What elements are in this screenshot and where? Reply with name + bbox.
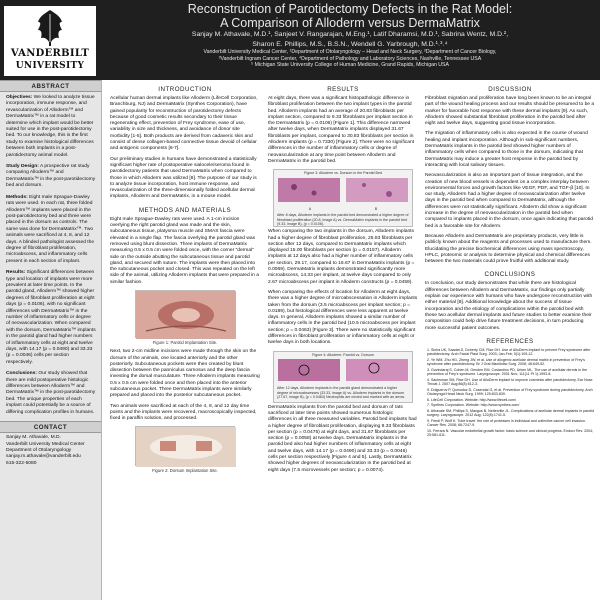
methods-heading: METHODS AND MATERIALS	[138, 206, 232, 214]
abstract-conclusions	[6, 371, 96, 416]
reference-item: 3. Govindaraj S, Cohen M, Genden EM, Costantino PD, Urken ML. The use of acellular dermis in the prevention of Frey's syndrome. Laryngoscope. 2001 Nov; 111(11 Pt 1):1993-8.	[427, 367, 588, 377]
methods-paragraph-2: Next, two 2-cm midline incisions were made through the skin on the dorsum of the animals, one located anteriorly and the other posteriorly. Subcutaneous pockets were then created by blunt dissection between the panniculus carnosus and the deep fascia investing the dorsal musculature. Three Alloderm implants measuring 0.5 x 0.5 cm were folded once and then placed into the anterior subcutaneous pocket. Three DermaMatrix implants were similarly prepared and placed into the posterior subcutaneous pocket.	[110, 349, 260, 399]
discussion-paragraph-2: The migration of inflammatory cells is also expected in the course of wound healing and implant incorporation. Although in sub-significant numbers, DermaMatrix implants in the parotid bed showed higher numbers of inflammatory cells when compared to those in the dorsum, indicating that DermaMatrix may induce a greater host response in the parotid bed by interacting with local salivary tissues.	[425, 131, 588, 168]
affiliations-line3: ⁵ Michigan State University College of Human Medicine, Grand Rapids, Michigan USA	[251, 62, 449, 68]
affiliations-line1: Vanderbilt University Medical Center, ¹Department of Otolaryngology – Head and Neck Surgery, ²Department of Cancer Biology,	[203, 49, 497, 55]
authors-line1: Sanjay M. Athavale, M.D.¹, Sanjeet V. Rangarajan, M.Eng.¹, Latif Dharamsi, M.D.¹, Sabrina Wentz, M.D.²,	[191, 31, 509, 38]
objectives-label: Objectives:	[6, 95, 33, 100]
histology-images-icon	[274, 358, 412, 382]
reference-item: 6. LifeCell Corporation. Website: http://www.lifecell.com/	[427, 397, 517, 402]
oak-leaf-icon	[34, 8, 66, 48]
reference-item: 1. Sinha UK, Saadat D, Doherty CM, Rice DH. Use of AlloDerm implant to prevent Frey syndrome after parotidectomy. Arch Facial Plast Surg. 2003; Jan-Feb; 5(1):109-12.	[427, 347, 591, 357]
discussion-paragraph-4: Because Alloderm and DermaMatrix are proprietary products, very little is publicly known about the reagents and processes used to manufacture them. Elucidating the precise biochemical differences using mass spectroscopy, HPLC, proteomic or analysis to determine physical and chemical differences between the two materials could prove fruitful with additional study.	[425, 233, 592, 265]
contact-name: Sanjay M. Athavale, M.D.	[6, 435, 61, 441]
figure-3-label-a: A	[308, 206, 312, 211]
figure-3-title: Figure 3: Alloderm vs. Dorsum in the Parotid Bed	[304, 171, 382, 176]
conclusions-label: Conclusions:	[6, 371, 37, 377]
affiliations-line2: ³Vanderbilt Ingram Cancer Center, ⁴Department of Pathology and Laboratory Sciences, Nashville, Tennessee USA	[218, 55, 482, 62]
figure-4-caption: After 12 days, Alloderm implants in the parotid gland demonstrated a higher degree of microabscesses (33.33, image A) vs. Alloderm implants in the dorsum (27.67, image B), (p = 0.0463) Neutrophils are circled and marked with an arrow.	[277, 386, 405, 400]
references-heading: REFERENCES	[486, 337, 534, 345]
intro-paragraph-1: Acellular human dermal implants like Alloderm (LifeCell Corporation, Branchburg, NJ) and DermaMatrix (Synthes Corporation), have gained popularity for reconstruction of parotidectomy defects because of good cosmetic results secondary to their tissue regenerating effect, prevention of Frey syndrome, ease of use, variability in size and thickness, and avoidance of donor site morbidity [1-5]. Both products are derived from cadaveric skin and consist of dense collagen-based connective tissue devoid of cellular and antigenic components [6-7].	[110, 96, 258, 152]
logo-text-line2: UNIVERSITY	[15, 61, 85, 71]
abstract-results	[6, 270, 96, 366]
results-paragraph-2: When comparing the two implants in the dorsum, Alloderm implants had a higher degree of fibroblast proliferation, 25.83 fibroblasts per section after 12 days, compared to DermaMatrix implants which displayed 15.00 fibroblasts per section (p = 0.0157). Alloderm implants at 12 days also had a higher number of inflammatory cells per section, 29.17, compared to 16.67 in DermaMatrix implants (p = 0.0069). DermaMatrix implants demonstrated significantly more microabscess, 14.33 per implant, at twelve days compared to only 2.67 microabscess per implant in Alloderm constructs (p = 0.0459).	[268, 229, 415, 285]
contact-email[interactable]: sanjay.m.athavale@vanderbilt.edu	[6, 454, 81, 460]
figure-2-caption: Figure 2: Dorsum Implantation Site.	[152, 468, 218, 474]
discussion-heading: DISCUSSION	[488, 86, 532, 93]
abstract-methods	[6, 195, 96, 265]
reference-item: 10. Ferrara N. Vascular endothelial growth factor: basic science and clinical progress. Endocr Rev. 2004; 25:581-611.	[427, 428, 594, 438]
figure-4-title: Figure 4: Alloderm: Parotid vs. Dorsum	[312, 352, 374, 357]
contact-department: Department of Otolaryngology	[6, 447, 72, 453]
parotid-site-photo-icon	[136, 291, 236, 339]
figure-4	[273, 351, 413, 403]
results-text: Significant differences between type and location of implants were more prevalent at later time points. In the parotid gland, Alloderm™ showed higher degrees of fibroblast proliferation at eight days (p = 0.0106), with no significant differences with DermaMatrix™ in the number of inflammatory cells or degree of neovascularization. When compared with the dorsum, DermaMatrix™ implants in the parotid gland had higher numbers of inflammatory cells at eight and twelve days, with 14.17 (p = 0.0490) and 33.33 (p = 0.0046) cells per section respectively.	[6, 270, 96, 365]
intro-paragraph-2: Our preliminary studies in humans have demonstrated a statistically significant higher rate of postoperative sialocele/seroma found in parotidectomy patients that used DermaMatrix when compared to those in which Alloderm was utilized [8]. The purpose of our study is to analyze tissue incorporation, host immune response, and revascularization of the three-dimensionally folded acellular dermal implants, Alloderm and DermaMatrix, in a mouse model.	[110, 156, 257, 200]
figure-3-caption: After 8 days, Alloderm implants in the parotid bed demonstrated a higher degree of fibroblast proliferation (20.8, image A) vs. DermaMatrix implants in the parotid bed (9.33, image B), (p = 0.0106).	[277, 213, 409, 227]
figure-1-image	[135, 290, 235, 338]
methods-paragraph-3: Two animals were sacrificed at each of the 4, 8, and 12 day time points and the implants were recovered, macroscopically inspected, fixed in paraffin solution, and processed.	[110, 403, 257, 422]
reference-item: 8. Athavale SM, Phillips S, Mangus B, Netterville JL. Complications of acellular dermal implants in parotid surgery. Laryngoscope. 2012 Aug; 122(8):1741-5.	[427, 408, 594, 418]
contact-heading: CONTACT	[0, 421, 101, 433]
discussion-paragraph-1: Fibroblast migration and proliferation have long been known to be an integral part of the wound healing process and our results should be presumed to be a marker for favorable host response with these dermal implants [9]. As such, Alloderm showed substantial fibroblast proliferation in the parotid bed after eight and twelve days, suggesting good tissue incorporation.	[425, 96, 595, 127]
poster-title-line1: Reconstruction of Parotidectomy Defects in the Rat Model:	[187, 2, 513, 16]
methods-paragraph-1: Eight male Sprague-Dawley rats were used. A 1-cm incision overlying the right parotid gland was made and the skin, subcutaneous tissue, platysma muscle and SMAS fascia were elevated in a single flap. The fascia overlying the parotid gland was removed using blunt dissection. Three implants of DermaMatrix measuring 0.5 x 0.5 cm were folded once, with the corner “dermal” side on the outside abutting the subcutaneous tissue and parotid gland, and secured with suture. The implants were then placed into the subcutaneous pocket and closed. This was repeated on the left side of the animal, utilizing Alloderm implants that were prepared in a similar fashion.	[110, 216, 259, 285]
discussion-column	[425, 84, 595, 439]
figure-3-label-b: B	[374, 206, 378, 211]
abstract-heading: ABSTRACT	[0, 80, 101, 92]
reference-item: 2. Ye WM, Zhu HG, Zheng JW, et al. Use of allogenic acellular dermal matrix in prevention of Frey's syndrome after parotidectomy. Br J Oral Maxillofac Surg. 2008; 46:649-52.	[427, 357, 585, 367]
results-paragraph-3: When comparing the effects of location for Alloderm at eight days, there was a higher degree of microabscessation in Alloderm implants taken from the dorsum (3.5 microabscess per implant section; p = 0.0189), but histological differences were less apparent at twelve days. In general, Alloderm implants showed a similar number of inflammatory cells in the parotid bed (10.5 microabscess per implant section; p = 0.0463) [Figure 3]. There were no statistically significant differences in fibroblast proliferation or inflammatory cells at eight or twelve days in both locations.	[268, 289, 418, 346]
conclusions-paragraph: In conclusion, our study demonstrates that while there are histological differences between Alloderm and DermaMatrix, our findings only partially explain our experience with humans who have undergone reconstruction with either material [8]. Additional knowledge about the success of tissue incorporation and the etiology of complications within the parotid bed with these two acellular dermal implants and future studies to better examine their composition could help drive future treatment decisions, in turn producing more successful patient outcomes.	[425, 281, 593, 331]
introduction-heading: INTRODUCTION	[158, 86, 212, 93]
references-list	[425, 348, 595, 438]
intro-methods-column	[110, 84, 260, 478]
histology-images-icon	[274, 177, 412, 203]
dorsum-site-photo-icon	[136, 427, 236, 467]
vanderbilt-logo	[4, 6, 96, 76]
objectives-text: We looked to analyze tissue incorporation, immune response, and revascularization of Alloderm™ and DermaMatrix™ in a rat model to determine which implant would be better suited for use in the post-parotidectomy bed. To our knowledge, this is the first study to examine histological differences between both implants in a post-parotidectomy animal model.	[6, 95, 95, 158]
results-column	[268, 84, 418, 478]
results-paragraph-4: DermaMatrix implants from the parotid bed and dorsum of rats sacrificed at later time points showed numerous histologic differences in all three measured variables. Parotid bed implants had a higher degree of fibroblast proliferation, displaying 9.33 fibroblasts per section (p = 0.0475) at eight days, and 31.67 fibroblasts per section (p = 0.0058) at twelve days. DermaMatrix implants in the parotid bed also had higher numbers of inflammatory cells at eight and twelve days, with 14.17 (p = 0.0490) and 33.33 (p = 0.0046) cells per section respectively [Figure 4 and 5]. Lastly, DermaMatrix showed higher degrees of neovascularization in the parotid bed at eight days (7.5 microvessels per section; p = 0.0074).	[268, 404, 417, 473]
results-paragraph-1: At eight days, there was a significant histopathologic difference in fibroblast proliferation between the two implant types in the parotid bed. Alloderm implants had an average of 20.83 fibroblasts per implant section, compared to 9.33 fibroblasts per implant section in the DermaMatrix (p = 0.0106) [Figure 1]. This difference narrowed after twelve days, when DermaMatrix implants displayed 31.67 fibroblasts per implant, compared to 30.83 fibroblasts per section in Alloderm implants (p = 0.7330) [Figure 2]. There were no significant differences in the number of inflammatory cells or degree of neovascularization at any time point between Alloderm and DermaMatrix in the parotid bed.	[268, 96, 415, 164]
conclusions-text: Our study showed that there are mild postoperative histologic differences between Alloderm™ and DermaMatrix™ in the post-parotidectomy bed. The unique properties of each implant could potentially be a source of differing complication profiles in humans.	[6, 371, 96, 415]
reference-item: 4. Sachsman SM, Rice DH. Use of AlloDerm implant to improve cosmesis after parotidectomy. Ear Nose Throat J. 2007 Aug;86(8):512-3.	[427, 377, 593, 387]
abstract-sidebar	[0, 80, 102, 600]
figure-3	[273, 169, 413, 227]
abstract-objectives	[6, 95, 96, 159]
figure-2-image	[135, 426, 235, 466]
results-heading: RESULTS	[327, 86, 359, 93]
design-label: Study Design:	[6, 164, 39, 170]
contact-info	[0, 433, 101, 469]
reference-item: 7. Synthes Corporation. Website: http://www.synthes.com/	[427, 403, 520, 408]
title-block	[100, 2, 600, 69]
methods-text: Eight male Sprague-Dawley rats were used. In each rat, three folded Alloderm™ implants were placed in the post-parotidectomy bed and three were placed in the dorsum as controls. The same was done for DermaMatrix™. Two animals were sacrificed at 4, 8, and 12 days. A blinded pathologist assessed the degree of fibroblast proliferation, microabscess, and inflammatory cells present in each section of implant.	[6, 194, 95, 264]
conclusions-heading: CONCLUSIONS	[484, 271, 536, 279]
design-text: A prospective rat study comparing Alloderm™ and DermaMatrix™ in the post-parotidectomy bed and dorsum.	[6, 164, 96, 189]
abstract-design	[6, 164, 96, 190]
poster-header	[0, 0, 600, 80]
abstract-body	[0, 92, 101, 416]
figure-1-caption: Figure 1: Parotid Implantation Site.	[152, 340, 218, 346]
authors-line2: Sharon E. Phillips, M.S., B.S.N., Wendell G. Yarbrough, M.D.¹˒³˒⁴	[252, 40, 448, 48]
contact-phone: 615-322-5080	[6, 460, 37, 466]
discussion-paragraph-3: Neovascularization is also an important part of tissue integration, and the creation of new blood vessels is dependent on a complex interplay between environmental forces and growth factors like VEGF, PDF, and TGF-β [10]. In our study, Alloderm had a higher degree of neovascularization after twelve days in the parotid bed when compared to DermaMatrix, although the differences were not statistically significant. Alloderm did show a significant increase in the degree of neovascularization in the parotid bed when compared to implants placed in the dorsum, once again indicating that parotid bed is a favorable site for Alloderm.	[425, 173, 594, 229]
reference-item: 9. Friedl P, Wolf K. Tube travel: the role of proteases in individual and collective cancer cell invasion. Cancer Res. 2008; 68:7247-9.	[427, 418, 586, 428]
reference-item: 5. Dulguerov P, Quinodoz D, Cosendai G, et al. Prevention of Frey syndrome during parotidectomy. Arch Otolaryngol Head Neck Surg. 1999; 125:833-839.	[427, 387, 593, 397]
contact-institution: Vanderbilt University Medical Center	[6, 441, 85, 447]
logo-text-line1: VANDERBILT	[10, 48, 90, 59]
poster-title-line2: A Comparison of Alloderm versus DermaMatrix	[220, 16, 480, 30]
results-label: Results:	[6, 270, 26, 276]
methods-label: Methods:	[6, 194, 28, 200]
